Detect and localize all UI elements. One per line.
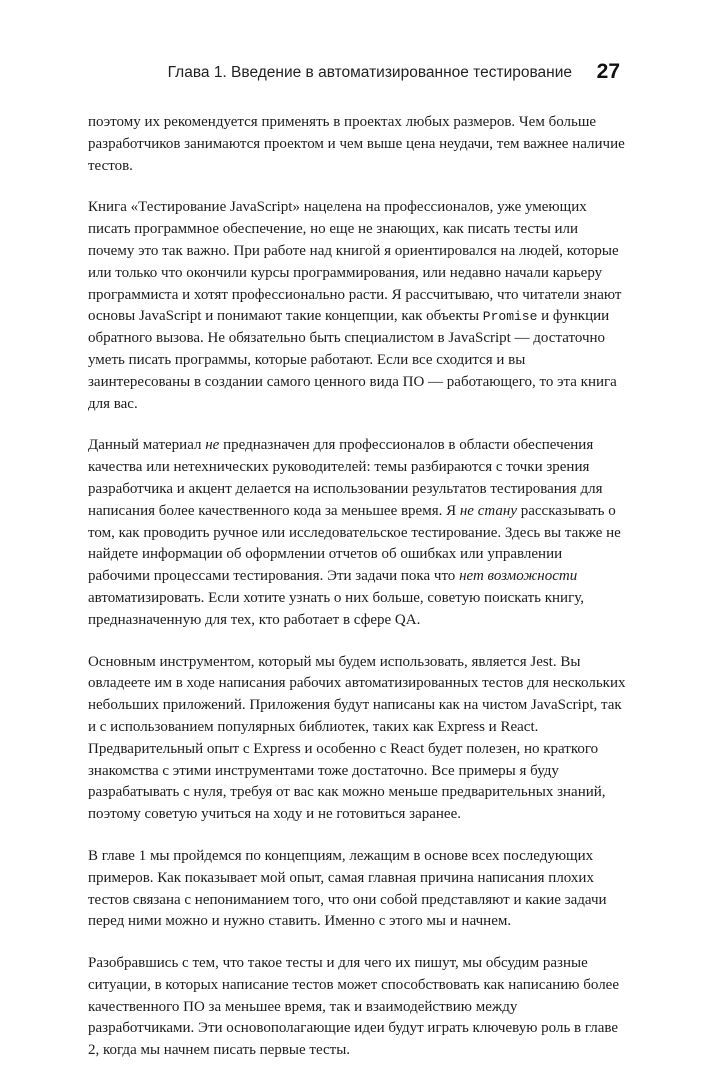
text-run: Данный материал [88,437,206,454]
text-run: предназначен для профессионалов в области обеспечения качества или нетехнических руководителей: темы разбираются с точки зрения разработчика и акцент делается на использовании результатов тестирования для написания более качественного кода за меньшее время. Я [88,437,607,519]
paragraph [88,652,630,826]
paragraph [88,846,627,933]
emphasis-text: нет возможности [459,568,578,585]
emphasis-text: не [205,437,220,454]
body-text [88,112,630,1082]
text-run: автоматизировать. Если хотите узнать о них больше, советую поискать книгу, предназначенную для тех, кто работает в сфере QA. [88,568,588,628]
inline-code: Promise [482,309,538,325]
text-run: и функции обратного вызова. Не обязательно быть специалистом в JavaScript — достаточно уметь писать программы, которые работают. Если все сходится и вы заинтересованы в создании самого ценного вида ПО — работающего, то эта книга для вас. [88,308,621,412]
text-run: Разобравшись с тем, что такое тесты и для чего их пишут, мы обсудим разные ситуации, в которых написание тестов может способствовать как написанию более качественного ПО за меньшее время, так и взаимодействию между разработчиками. Эти основополагающие идеи будут играть ключевую роль в главе 2, когда мы начнем писать первые тесты. [88,955,623,1059]
text-run: Основным инструментом, который мы будем использовать, является Jest. Вы овладеете им в ходе написания рабочих автоматизированных тестов для нескольких небольших приложений. Приложения будут написаны как на чистом JavaScript, так и с использованием популярных библиотек, таких как Express и React. Предварительный опыт с Express и особенно с React будет полезен, но краткого знакомства с этими инструментами тоже достаточно. Все примеры я буду разрабатывать с нуля, требуя от вас как можно меньше предварительных знаний, поэтому советую учиться на ходу и не готовиться заранее. [88,653,630,823]
paragraph [88,112,627,177]
text-run: рассказывать о том, как проводить ручное или исследовательское тестирование. Здесь вы также не найдете информации об оформлении отчетов об ошибках или управлении рабочими процессами тестирования. Эти задачи пока что [88,502,625,585]
running-head [0,60,708,90]
page-number: 27 [596,60,620,83]
emphasis-text: не стану [459,502,517,519]
paragraph [88,435,627,631]
text-run: Книга «Тестирование JavaScript» нацелена на профессионалов, уже умеющих писать программное обеспечение, но еще не знающих, как писать тесты или почему это так важно. При работе над книгой я ориентировался на людей, которые или только что окончили курсы программирования, или недавно начали карьеру программиста и хотят профессионально расти. Я рассчитываю, что читатели знают основы JavaScript и понимают такие концепции, как объекты [88,199,626,325]
text-run: поэтому их рекомендуется применять в проектах любых размеров. Чем больше разработчиков занимаются проектом и чем выше цена неудачи, тем важнее наличие тестов. [88,114,629,174]
paragraph [88,953,627,1062]
paragraph [88,197,627,415]
text-run: В главе 1 мы пройдемся по концепциям, лежащим в основе всех последующих примеров. Как показывает мой опыт, самая главная причина написания плохих тестов связана с непониманием того, что они собой представляют и какие задачи перед ними можно и нужно ставить. Именно с этого мы и начнем. [88,847,611,930]
chapter-title: Глава 1. Введение в автоматизированное тестирование [167,64,572,81]
